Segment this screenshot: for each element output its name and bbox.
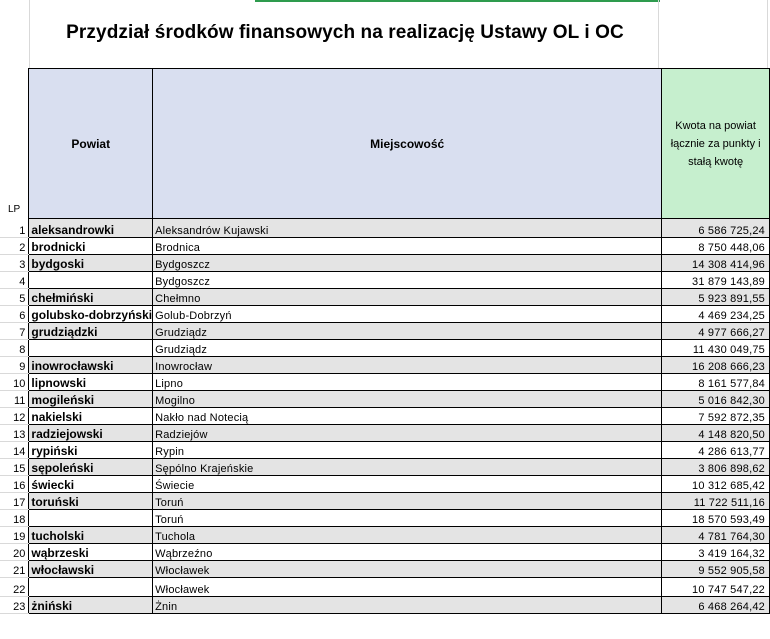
kwota-cell[interactable]: 6 586 725,24 [662, 219, 770, 238]
table-row [0, 374, 770, 391]
lp-cell[interactable]: 5 [0, 289, 29, 306]
header-miejscowosc[interactable]: Miejscowość [153, 69, 662, 219]
lp-cell[interactable]: 18 [0, 510, 29, 527]
lp-cell[interactable]: 22 [0, 578, 29, 597]
miejscowosc-cell[interactable]: Chełmno [153, 289, 662, 306]
kwota-cell[interactable]: 14 308 414,96 [662, 255, 770, 272]
powiat-cell[interactable]: chełmiński [29, 289, 153, 306]
kwota-cell[interactable]: 4 286 613,77 [662, 442, 770, 459]
kwota-cell[interactable]: 4 469 234,25 [662, 306, 770, 323]
powiat-cell[interactable]: toruński [29, 493, 153, 510]
lp-cell[interactable]: 1 [0, 219, 29, 238]
table-row [0, 306, 770, 323]
kwota-cell[interactable]: 3 419 164,32 [662, 544, 770, 561]
miejscowosc-cell[interactable]: Inowrocław [153, 357, 662, 374]
powiat-cell[interactable]: wąbrzeski [29, 544, 153, 561]
kwota-cell[interactable]: 3 806 898,62 [662, 459, 770, 476]
lp-cell[interactable]: 4 [0, 272, 29, 289]
powiat-cell[interactable]: nakielski [29, 408, 153, 425]
table-row [0, 425, 770, 442]
powiat-cell[interactable]: tucholski [29, 527, 153, 544]
powiat-cell[interactable] [29, 272, 153, 289]
miejscowosc-cell[interactable]: Wąbrzeźno [153, 544, 662, 561]
table-row [0, 357, 770, 374]
table-row [0, 408, 770, 425]
allocation-table [0, 68, 770, 614]
kwota-cell[interactable]: 5 923 891,55 [662, 289, 770, 306]
powiat-cell[interactable]: rypiński [29, 442, 153, 459]
miejscowosc-cell[interactable]: Bydgoszcz [153, 272, 662, 289]
miejscowosc-cell[interactable]: Świecie [153, 476, 662, 493]
header-kwota[interactable]: Kwota na powiat łącznie za punkty i stałą kwotę [662, 69, 770, 219]
lp-cell[interactable]: 3 [0, 255, 29, 272]
lp-cell[interactable]: 21 [0, 561, 29, 578]
title-row [0, 0, 770, 68]
miejscowosc-cell[interactable]: Grudziądz [153, 340, 662, 357]
header-row [0, 69, 770, 219]
miejscowosc-cell[interactable]: Grudziądz [153, 323, 662, 340]
table-row [0, 238, 770, 255]
table-row [0, 510, 770, 527]
kwota-cell[interactable]: 9 552 905,58 [662, 561, 770, 578]
kwota-cell[interactable]: 10 312 685,42 [662, 476, 770, 493]
lp-cell[interactable]: 17 [0, 493, 29, 510]
kwota-cell[interactable]: 4 148 820,50 [662, 425, 770, 442]
kwota-cell[interactable]: 8 750 448,06 [662, 238, 770, 255]
kwota-cell[interactable]: 5 016 842,30 [662, 391, 770, 408]
table-row [0, 476, 770, 493]
table-row [0, 544, 770, 561]
table-row [0, 493, 770, 510]
table-row [0, 578, 770, 597]
miejscowosc-cell[interactable]: Włocławek [153, 578, 662, 597]
powiat-cell[interactable]: aleksandrowki [29, 219, 153, 238]
table-row [0, 272, 770, 289]
lp-cell[interactable]: 9 [0, 357, 29, 374]
miejscowosc-cell[interactable]: Żnin [153, 597, 662, 614]
kwota-cell[interactable]: 18 570 593,49 [662, 510, 770, 527]
table-row [0, 459, 770, 476]
kwota-cell[interactable]: 31 879 143,89 [662, 272, 770, 289]
powiat-cell[interactable]: sępoleński [29, 459, 153, 476]
kwota-cell[interactable]: 7 592 872,35 [662, 408, 770, 425]
table-row [0, 527, 770, 544]
lp-cell[interactable]: 8 [0, 340, 29, 357]
miejscowosc-cell[interactable]: Mogilno [153, 391, 662, 408]
miejscowosc-cell[interactable]: Golub-Dobrzyń [153, 306, 662, 323]
table-row [0, 442, 770, 459]
powiat-cell[interactable]: inowrocławski [29, 357, 153, 374]
powiat-cell[interactable] [29, 510, 153, 527]
powiat-cell[interactable]: włocławski [29, 561, 153, 578]
lp-cell[interactable]: 11 [0, 391, 29, 408]
powiat-cell[interactable]: grudziądzki [29, 323, 153, 340]
grid-line [767, 0, 768, 68]
powiat-cell[interactable]: bydgoski [29, 255, 153, 272]
lp-cell[interactable]: 7 [0, 323, 29, 340]
lp-cell[interactable]: 15 [0, 459, 29, 476]
table-row [0, 219, 770, 238]
powiat-cell[interactable]: brodnicki [29, 238, 153, 255]
powiat-cell[interactable]: radziejowski [29, 425, 153, 442]
kwota-cell[interactable]: 4 781 764,30 [662, 527, 770, 544]
miejscowosc-cell[interactable]: Nakło nad Notecią [153, 408, 662, 425]
page-title: Przydział środków finansowych na realizację Ustawy OL i OC [66, 22, 624, 43]
lp-cell[interactable]: 14 [0, 442, 29, 459]
miejscowosc-cell[interactable]: Brodnica [153, 238, 662, 255]
miejscowosc-cell[interactable]: Toruń [153, 493, 662, 510]
miejscowosc-cell[interactable]: Lipno [153, 374, 662, 391]
powiat-cell[interactable]: golubsko-dobrzyński [29, 306, 153, 323]
lp-cell[interactable]: 12 [0, 408, 29, 425]
powiat-cell[interactable] [29, 578, 153, 597]
table-row [0, 255, 770, 272]
miejscowosc-cell[interactable]: Rypin [153, 442, 662, 459]
lp-cell[interactable]: 10 [0, 374, 29, 391]
table-row [0, 561, 770, 578]
kwota-cell[interactable]: 11 722 511,16 [662, 493, 770, 510]
lp-cell[interactable]: 2 [0, 238, 29, 255]
lp-cell[interactable]: 20 [0, 544, 29, 561]
table-row [0, 323, 770, 340]
kwota-cell[interactable]: 8 161 577,84 [662, 374, 770, 391]
lp-cell[interactable]: 13 [0, 425, 29, 442]
header-powiat[interactable]: Powiat [29, 69, 153, 219]
table-row [0, 391, 770, 408]
kwota-cell[interactable]: 16 208 666,23 [662, 357, 770, 374]
miejscowosc-cell[interactable]: Bydgoszcz [153, 255, 662, 272]
table-row [0, 289, 770, 306]
kwota-cell[interactable]: 11 430 049,75 [662, 340, 770, 357]
miejscowosc-cell[interactable]: Toruń [153, 510, 662, 527]
kwota-cell[interactable]: 10 747 547,22 [662, 578, 770, 597]
miejscowosc-cell[interactable]: Sępólno Krajeńskie [153, 459, 662, 476]
lp-cell[interactable]: 6 [0, 306, 29, 323]
kwota-cell[interactable]: 4 977 666,27 [662, 323, 770, 340]
powiat-cell[interactable] [29, 340, 153, 357]
powiat-cell[interactable]: lipnowski [29, 374, 153, 391]
lp-cell[interactable]: 16 [0, 476, 29, 493]
miejscowosc-cell[interactable]: Aleksandrów Kujawski [153, 219, 662, 238]
header-lp[interactable]: LP [0, 69, 29, 219]
powiat-cell[interactable]: żniński [29, 597, 153, 614]
powiat-cell[interactable]: mogileński [29, 391, 153, 408]
table-row [0, 340, 770, 357]
kwota-cell[interactable]: 6 468 264,42 [662, 597, 770, 614]
table-row [0, 597, 770, 614]
miejscowosc-cell[interactable]: Tuchola [153, 527, 662, 544]
miejscowosc-cell[interactable]: Radziejów [153, 425, 662, 442]
lp-cell[interactable]: 19 [0, 527, 29, 544]
powiat-cell[interactable]: świecki [29, 476, 153, 493]
lp-cell[interactable]: 23 [0, 597, 29, 614]
miejscowosc-cell[interactable]: Włocławek [153, 561, 662, 578]
